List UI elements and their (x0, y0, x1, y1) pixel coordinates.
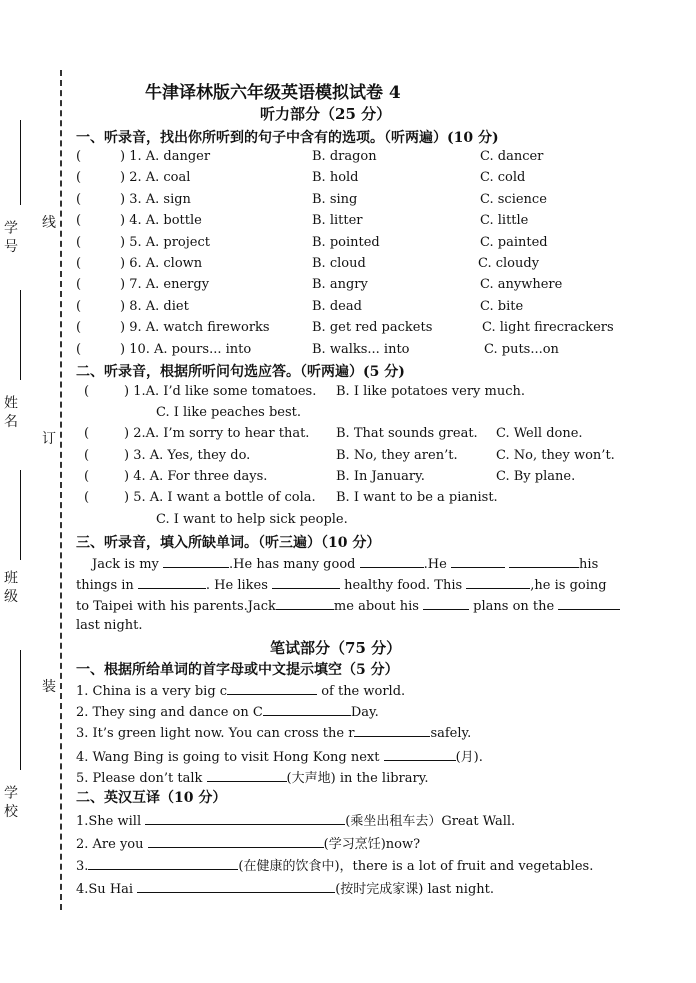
option-b: B. hold (312, 170, 359, 186)
answer-paren[interactable]: ( (76, 341, 82, 357)
answer-paren[interactable]: ( (76, 213, 82, 229)
option-c: C. light firecrackers (482, 320, 614, 336)
student-no-blank (20, 120, 21, 205)
binding-dashed-line (60, 70, 62, 910)
blank[interactable] (137, 880, 335, 893)
item-text: 2. Are you (76, 836, 148, 852)
blank[interactable] (509, 555, 579, 568)
item-text: 1. China is a very big c (76, 684, 228, 699)
option-a: ) 3. A. Yes, they do. (124, 448, 251, 463)
translate-item (76, 810, 515, 829)
answer-paren[interactable]: ( (76, 320, 82, 336)
option-b: B. dragon (312, 149, 377, 164)
blank[interactable] (451, 555, 505, 568)
blank[interactable] (360, 555, 424, 568)
option-b: B. get red packets (312, 320, 433, 336)
answer-paren[interactable]: ( (84, 469, 90, 484)
option-a: ) 4. A. bottle (120, 213, 202, 229)
part4-heading: 一、根据所给单词的首字母或中文提示填空（5 分） (76, 662, 399, 678)
option-c: C. cloudy (478, 256, 540, 271)
blank[interactable] (148, 835, 324, 848)
option-a: ) 4. A. For three days. (124, 469, 268, 484)
option-c: C. painted (480, 234, 548, 250)
option-a: ) 8. A. diet (120, 298, 189, 314)
item-text: of the world. (317, 684, 406, 699)
exam-title: 牛津译林版六年级英语模拟试卷 4 (145, 83, 401, 103)
fill-item (76, 724, 471, 741)
part3-heading: 三、听录音，填入所缺单词。（听三遍）（10 分） (76, 535, 381, 551)
blank[interactable] (163, 555, 229, 568)
option-b: B. I like potatoes very much. (336, 384, 525, 399)
side-label-name: 姓 名 (2, 395, 18, 428)
item-text: 4. Wang Bing is going to visit Hong Kong next (76, 749, 384, 765)
side-label-zhuang: 装 (42, 679, 56, 695)
class-blank (20, 470, 21, 560)
option-b: B. litter (312, 213, 363, 229)
option-b: B. In January. (336, 469, 425, 484)
option-c: C. dancer (480, 149, 544, 164)
part3-line2: things in . He likes healthy food. This ,he is going (76, 578, 607, 593)
item-text: (学习烹饪)now? (323, 836, 421, 852)
name-blank (20, 290, 21, 380)
option-a: ) 6. A. clown (120, 256, 203, 271)
option-c: C. science (480, 191, 547, 207)
option-b: B. That sounds great. (336, 426, 478, 441)
answer-paren[interactable]: ( (76, 170, 82, 186)
blank[interactable] (263, 703, 351, 716)
option-b: B. I want to be a pianist. (336, 490, 498, 505)
fill-item (76, 682, 405, 699)
side-label-ding: 订 (42, 431, 56, 447)
item-text: (乘坐出租车去）Great Wall. (345, 814, 516, 829)
part5-heading: 二、英汉互译（10 分） (76, 790, 227, 806)
option-c: C. No, they won’t. (496, 448, 615, 463)
fill-item (76, 746, 483, 765)
item-text: 3. It’s green light now. You can cross the r (76, 726, 355, 742)
part2-heading: 二、听录音，根据所听问句选应答。（听两遍）(5 分) (76, 364, 405, 380)
item-text: (月). (455, 749, 483, 765)
answer-paren[interactable]: ( (76, 191, 82, 207)
school-blank (20, 650, 21, 770)
answer-paren[interactable]: ( (76, 256, 82, 271)
option-c: C. I like peaches best. (156, 405, 301, 420)
option-a: ) 2. A. coal (120, 170, 191, 186)
item-text: (大声地) in the library. (286, 770, 429, 786)
part3-line4: last night. (76, 618, 143, 633)
blank[interactable] (354, 724, 430, 737)
answer-paren[interactable]: ( (76, 149, 82, 164)
option-a: ) 5. A. project (120, 234, 210, 250)
blank[interactable] (272, 576, 340, 589)
blank[interactable] (227, 682, 317, 695)
item-text: 4.Su Hai (76, 881, 138, 897)
option-c: C. bite (480, 298, 524, 314)
option-b: B. pointed (312, 234, 380, 250)
blank[interactable] (423, 597, 469, 610)
part3-line3: to Taipei with his parents.Jack me about his plans on the (76, 597, 620, 614)
listening-section-header: 听力部分（25 分） (260, 105, 392, 123)
part3-line1: Jack is my .He has many good .He his (92, 557, 599, 572)
answer-paren[interactable]: ( (76, 277, 82, 293)
answer-paren[interactable]: ( (84, 448, 90, 463)
option-c: C. By plane. (496, 469, 576, 484)
option-a: ) 5. A. I want a bottle of cola. (124, 490, 316, 505)
translate-item (76, 833, 420, 852)
item-text: 5. Please don’t talk (76, 770, 207, 786)
side-label-school: 学 校 (2, 785, 18, 818)
side-label-xian: 线 (42, 215, 56, 231)
item-text: safely. (430, 726, 472, 742)
answer-paren[interactable]: ( (84, 384, 90, 399)
item-text: 1.She will (76, 814, 146, 829)
option-a: ) 9. A. watch fireworks (120, 320, 270, 336)
item-text: Day. (350, 705, 379, 721)
option-a: ) 1.A. I’d like some tomatoes. (124, 384, 317, 399)
option-b: B. walks... into (312, 341, 410, 357)
translate-item (76, 878, 494, 897)
option-c: C. puts...on (484, 341, 559, 357)
part1-heading: 一、听录音，找出你所听到的句子中含有的选项。（听两遍）(10 分) (76, 130, 499, 146)
item-text: (在健康的饮食中)，there is a lot of fruit and vegetables. (238, 859, 594, 874)
option-a: ) 7. A. energy (120, 277, 210, 293)
answer-paren[interactable]: ( (84, 426, 90, 441)
option-c: C. anywhere (480, 277, 563, 293)
option-a: ) 3. A. sign (120, 191, 191, 207)
option-b: B. cloud (312, 256, 366, 271)
blank[interactable] (138, 576, 206, 589)
fill-item (76, 703, 379, 720)
item-text: 2. They sing and dance on C (76, 705, 263, 721)
blank[interactable] (558, 597, 620, 610)
answer-paren[interactable]: ( (84, 490, 90, 505)
side-label-class: 班 级 (2, 570, 18, 603)
blank[interactable] (207, 769, 287, 782)
item-text: 3. (76, 859, 89, 874)
blank[interactable] (88, 857, 238, 870)
option-b: B. No, they aren’t. (336, 448, 458, 463)
option-c: C. Well done. (496, 426, 583, 441)
fill-item (76, 767, 428, 786)
blank[interactable] (384, 748, 456, 761)
answer-paren[interactable]: ( (76, 234, 82, 250)
written-section-header: 笔试部分（75 分） (270, 639, 402, 657)
option-c: C. little (480, 213, 529, 229)
option-b: B. sing (312, 191, 358, 207)
option-b: B. dead (312, 298, 362, 314)
blank[interactable] (466, 576, 530, 589)
side-label-student-no: 学 号 (2, 220, 18, 253)
option-b: B. angry (312, 277, 368, 293)
blank[interactable] (276, 597, 334, 610)
item-text: (按时完成家课) last night. (335, 881, 494, 897)
option-a: ) 10. A. pours... into (120, 341, 252, 357)
blank[interactable] (145, 812, 345, 825)
answer-paren[interactable]: ( (76, 298, 82, 314)
option-c: C. I want to help sick people. (156, 512, 348, 527)
option-a: ) 2.A. I’m sorry to hear that. (124, 426, 310, 441)
option-c: C. cold (480, 170, 526, 186)
option-a: ) 1. A. danger (120, 149, 211, 164)
translate-item (76, 855, 593, 874)
